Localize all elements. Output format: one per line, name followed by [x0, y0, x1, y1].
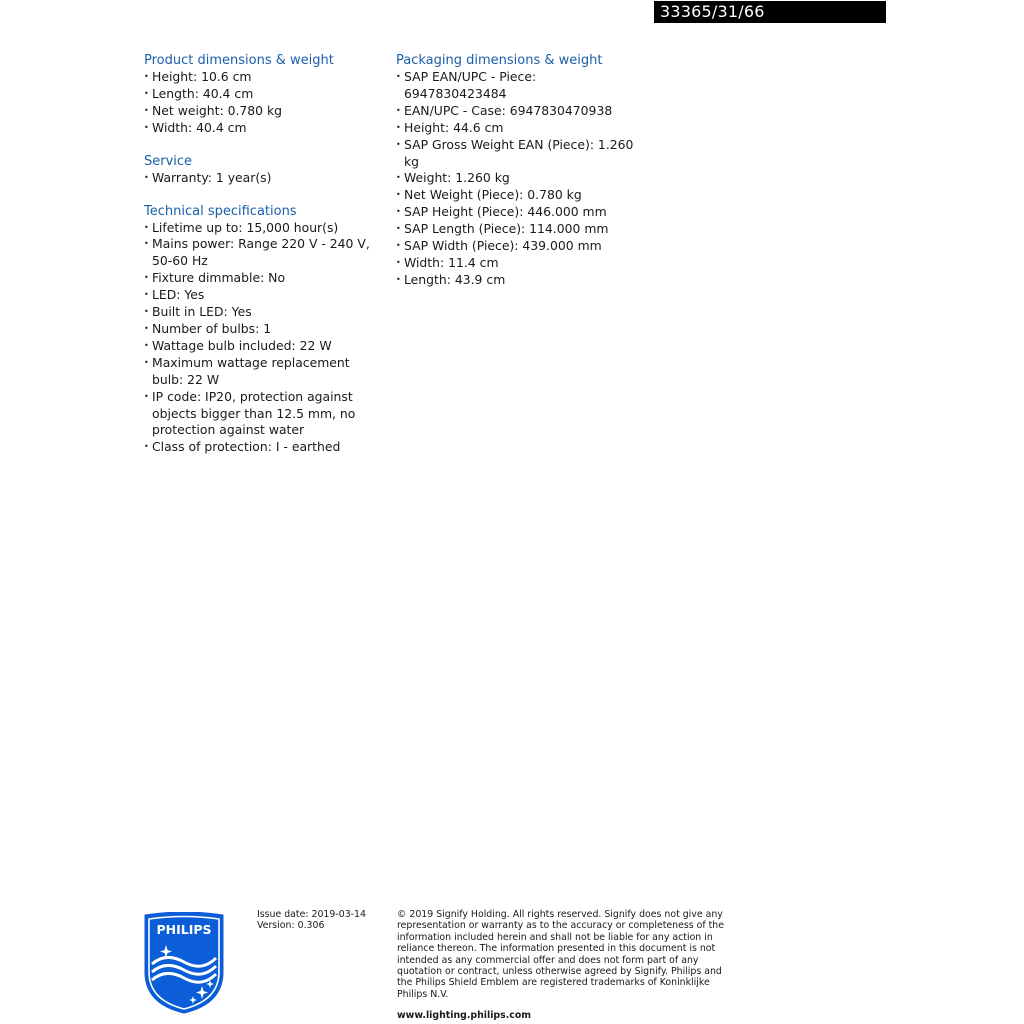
issue-date: Issue date: 2019-03-14 [257, 909, 366, 920]
version: Version: 0.306 [257, 920, 325, 932]
section-technical-specifications [144, 203, 384, 457]
list-item: • Lifetime up to: 15,000 hour(s) [144, 220, 384, 237]
spec-list [396, 69, 636, 289]
list-item: • Weight: 1.260 kg [396, 170, 636, 187]
list-item: • Net weight: 0.780 kg [144, 103, 384, 120]
list-item: • SAP Length (Piece): 114.000 mm [396, 221, 636, 238]
list-item: • EAN/UPC - Case: 6947830470938 [396, 103, 636, 120]
list-item: • Mains power: Range 220 V - 240 V, 50-60 Hz [144, 236, 384, 270]
list-item: • Height: 10.6 cm [144, 69, 384, 86]
list-item: • Number of bulbs: 1 [144, 321, 384, 338]
list-item: • SAP Width (Piece): 439.000 mm [396, 238, 636, 255]
list-item: • SAP Gross Weight EAN (Piece): 1.260 kg [396, 137, 636, 171]
list-item: • LED: Yes [144, 287, 384, 304]
list-item: • Width: 40.4 cm [144, 120, 384, 137]
list-item: • Built in LED: Yes [144, 304, 384, 321]
section-title: Packaging dimensions & weight [396, 53, 603, 68]
list-item: • Height: 44.6 cm [396, 120, 636, 137]
list-item: • Class of protection: I - earthed [144, 439, 384, 456]
list-item: • SAP EAN/UPC - Piece: 6947830423484 [396, 69, 636, 103]
section-service [144, 153, 384, 187]
philips-shield-logo [144, 912, 224, 1014]
website-link[interactable]: www.lighting.philips.com [397, 1010, 532, 1021]
list-item: • Warranty: 1 year(s) [144, 170, 384, 187]
legal-notice: © 2019 Signify Holding. All rights reserved. Signify does not give any representation or warranty as to the accuracy or completeness of the information included herein and shall not be liable for any action in reliance thereon. The information presented in this document is not intended as any commercial offer and does not form part of any quotation or contract, unless otherwise agreed by Signify. Philips and the Philips Shield Emblem are registered trademarks of Koninklijke Philips N.V. [397, 909, 725, 1000]
issue-info [257, 909, 366, 932]
section-product-dimensions [144, 52, 384, 137]
section-title: Service [144, 153, 193, 169]
logo-text: PHILIPS [156, 922, 212, 937]
section-packaging-dimensions [396, 52, 636, 289]
list-item: • Wattage bulb included: 22 W [144, 338, 384, 355]
list-item: • Length: 43.9 cm [396, 272, 636, 289]
section-title: Product dimensions & weight [144, 53, 334, 68]
spec-list [144, 170, 384, 187]
left-column [144, 52, 384, 472]
list-item: • Maximum wattage replacement bulb: 22 W [144, 355, 384, 389]
list-item: • IP code: IP20, protection against objects bigger than 12.5 mm, no protection against water [144, 389, 384, 440]
section-title: Technical specifications [144, 203, 297, 219]
list-item: • Width: 11.4 cm [396, 255, 636, 272]
list-item: • Length: 40.4 cm [144, 86, 384, 103]
list-item: • Net Weight (Piece): 0.780 kg [396, 187, 636, 204]
spec-list [144, 69, 384, 137]
list-item: • Fixture dimmable: No [144, 270, 384, 287]
right-column [396, 52, 636, 305]
spec-list [144, 220, 384, 457]
product-code-bar [654, 1, 886, 23]
product-code: 33365/31/66 [660, 2, 765, 21]
list-item: • SAP Height (Piece): 446.000 mm [396, 204, 636, 221]
